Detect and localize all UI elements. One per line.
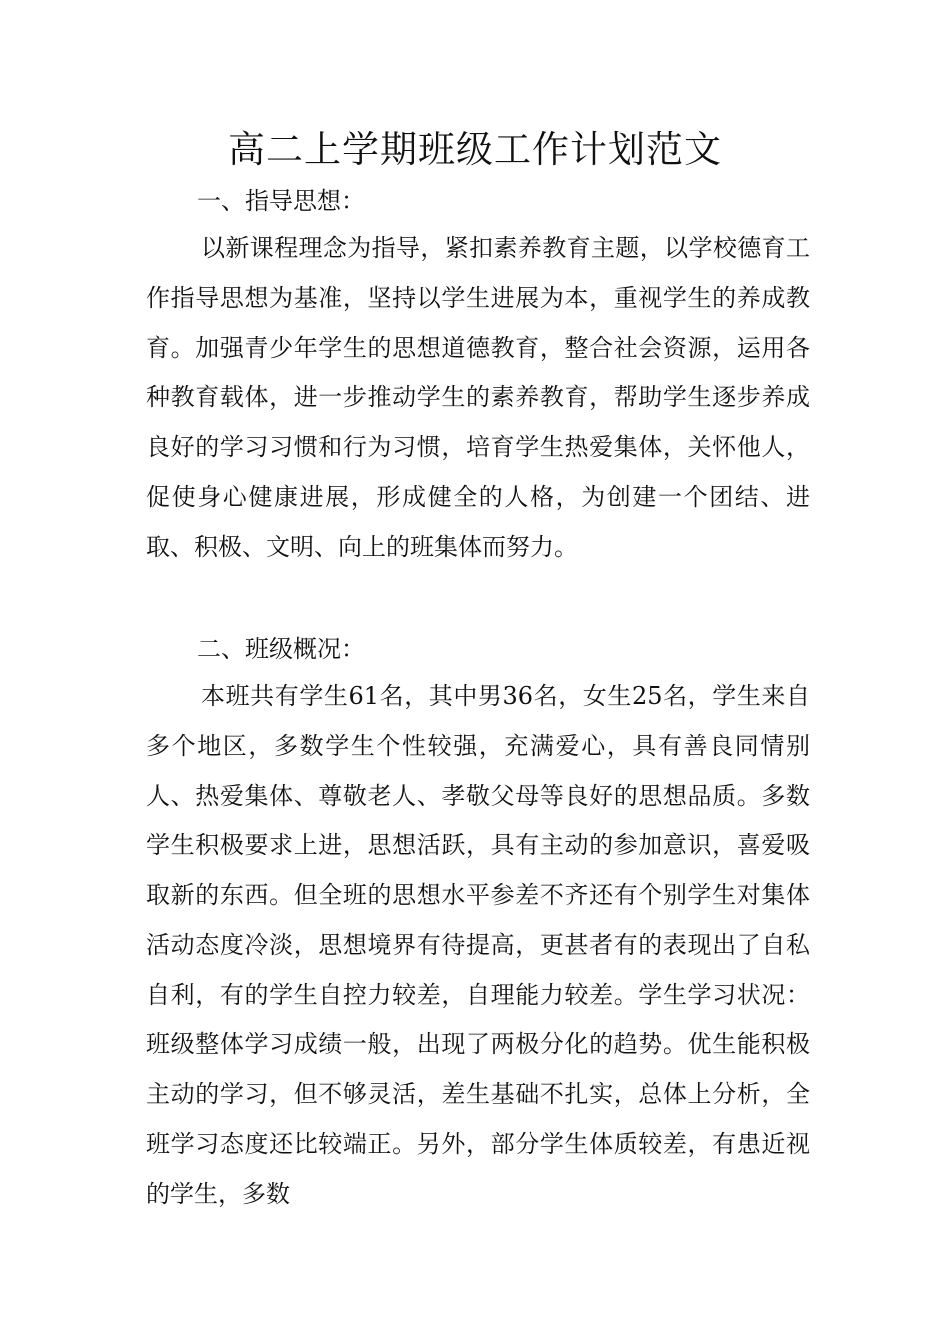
section-heading-class-overview: 二、班级概况： bbox=[197, 635, 365, 663]
document-title: 高二上学期班级工作计划范文 bbox=[228, 128, 722, 171]
section-heading-guiding-ideology: 一、指导思想： bbox=[197, 187, 365, 215]
section-paragraph-guiding-ideology: 以新课程理念为指导，紧扣素养教育主题，以学校德育工作指导思想为基准，坚持以学生进展为本，重视学生的养成教育。加强青少年学生的思想道德教育，整合社会资源，运用各种教育载体，进一步推动学生的素养教育，帮助学生逐步养成良好的学习习惯和行为习惯，培育学生热爱集体，关怀他人，促使身心健康进展，形成健全的人格，为创建一个团结、进取、积极、文明、向上的班集体而努力。 bbox=[146, 234, 810, 561]
section-paragraph-class-overview: 本班共有学生61名，其中男36名，女生25名，学生来自多个地区，多数学生个性较强，充满爱心，具有善良同情别人、热爱集体、尊敬老人、孝敬父母等良好的思想品质。多数学生积极要求上进，思想活跃，具有主动的参加意识，喜爱吸取新的东西。但全班的思想水平参差不齐还有个别学生对集体活动态度冷淡，思想境界有待提高，更甚者有的表现出了自私自利，有的学生自控力较差，自理能力较差。学生学习状况：班级整体学习成绩一般，出现了两极分化的趋势。优生能积极主动的学习，但不够灵活，差生基础不扎实，总体上分析，全班学习态度还比较端正。另外，部分学生体质较差，有患近视的学生，多数 bbox=[146, 682, 810, 1208]
